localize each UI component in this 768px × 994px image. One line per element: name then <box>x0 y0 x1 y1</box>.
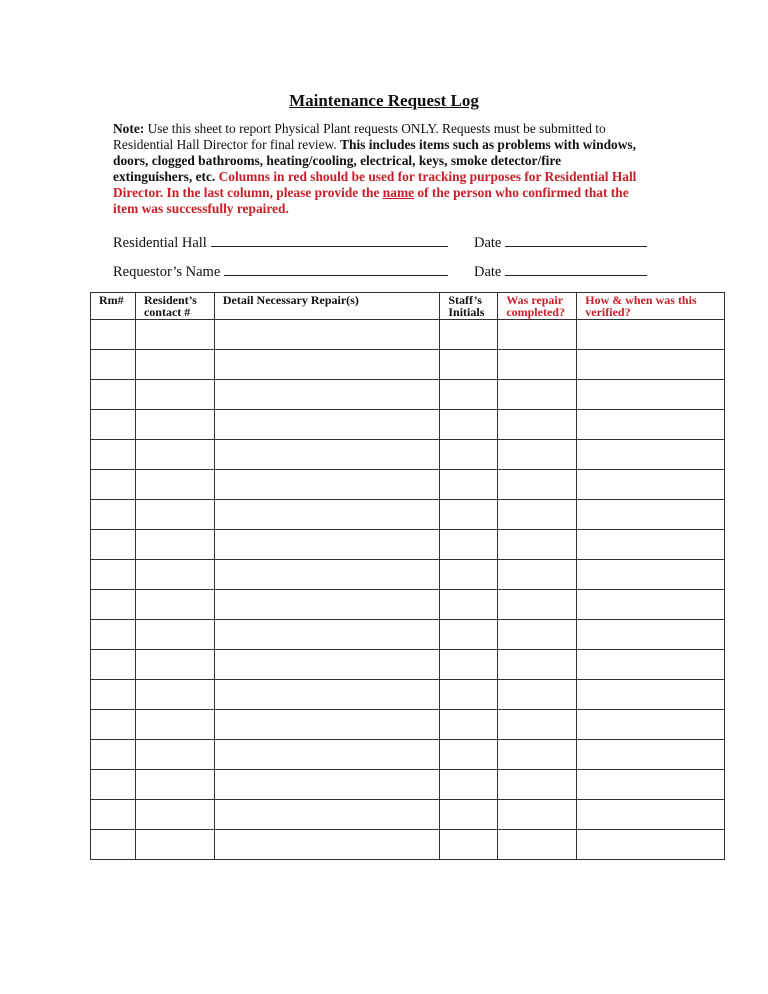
table-row <box>91 710 725 740</box>
note-label: Note: <box>113 121 145 136</box>
table-cell[interactable] <box>214 530 439 560</box>
table-cell[interactable] <box>214 770 439 800</box>
table-cell[interactable] <box>91 350 136 380</box>
header-text: Initials <box>448 305 485 319</box>
note-bold: extinguishers, etc. <box>113 169 219 184</box>
table-cell[interactable] <box>577 470 725 500</box>
table-cell[interactable] <box>91 470 136 500</box>
table-row <box>91 470 725 500</box>
table-cell[interactable] <box>498 830 577 860</box>
table-cell[interactable] <box>440 830 498 860</box>
table-cell[interactable] <box>498 320 577 350</box>
table-cell[interactable] <box>440 410 498 440</box>
table-cell[interactable] <box>577 590 725 620</box>
table-cell[interactable] <box>214 830 439 860</box>
table-row <box>91 320 725 350</box>
table-cell[interactable] <box>214 650 439 680</box>
residential-hall-input[interactable] <box>211 232 448 247</box>
table-cell[interactable] <box>498 500 577 530</box>
table-cell[interactable] <box>91 500 136 530</box>
table-cell[interactable] <box>214 560 439 590</box>
requestor-name-field <box>113 261 448 281</box>
table-cell[interactable] <box>135 560 214 590</box>
table-cell[interactable] <box>135 680 214 710</box>
note-line <box>113 185 636 201</box>
table-cell[interactable] <box>440 440 498 470</box>
table-cell[interactable] <box>440 740 498 770</box>
table-cell[interactable] <box>440 380 498 410</box>
table-cell[interactable] <box>135 350 214 380</box>
table-cell[interactable] <box>135 440 214 470</box>
table-cell[interactable] <box>214 710 439 740</box>
header-text: Detail Necessary Repair(s) <box>222 293 359 307</box>
column-header-repair-detail <box>214 293 439 320</box>
table-cell[interactable] <box>135 800 214 830</box>
header-text: How & when was this <box>585 293 697 307</box>
header-text: Resident’s <box>143 293 197 307</box>
note-red-underlined: name <box>382 185 415 200</box>
table-cell[interactable] <box>577 500 725 530</box>
table-cell[interactable] <box>498 800 577 830</box>
date-field-2 <box>474 261 647 281</box>
table-cell[interactable] <box>135 590 214 620</box>
page-title <box>0 91 768 111</box>
column-header-verified <box>577 293 725 320</box>
table-cell[interactable] <box>498 470 577 500</box>
note-text: Use this sheet to report Physical Plant requests ONLY. Requests must be submitted to <box>144 121 606 136</box>
table-cell[interactable] <box>91 710 136 740</box>
residential-hall-label: Residential Hall <box>113 235 207 251</box>
table-cell[interactable] <box>214 380 439 410</box>
table-cell[interactable] <box>498 350 577 380</box>
title-text: Maintenance Request Log <box>289 91 479 110</box>
table-cell[interactable] <box>498 680 577 710</box>
requestor-name-label: Requestor’s Name <box>113 264 221 280</box>
table-row <box>91 740 725 770</box>
table-cell[interactable] <box>577 410 725 440</box>
table-cell[interactable] <box>577 440 725 470</box>
table-cell[interactable] <box>577 530 725 560</box>
table-cell[interactable] <box>577 350 725 380</box>
table-cell[interactable] <box>91 560 136 590</box>
column-header-staff-initials <box>440 293 498 320</box>
table-cell[interactable] <box>577 620 725 650</box>
table-cell[interactable] <box>135 830 214 860</box>
table-cell[interactable] <box>440 470 498 500</box>
table-cell[interactable] <box>498 440 577 470</box>
table-cell[interactable] <box>91 830 136 860</box>
requestor-name-input[interactable] <box>224 261 448 276</box>
table-cell[interactable] <box>91 380 136 410</box>
column-header-contact <box>135 293 214 320</box>
table-cell[interactable] <box>214 440 439 470</box>
note-red: Columns in red should be used for tracking purposes for Residential Hall <box>218 169 637 184</box>
table-row <box>91 350 725 380</box>
table-cell[interactable] <box>214 320 439 350</box>
table-cell[interactable] <box>498 770 577 800</box>
table-cell[interactable] <box>214 350 439 380</box>
header-text: Rm# <box>99 293 124 307</box>
table-cell[interactable] <box>577 830 725 860</box>
header-text: Was repair <box>506 293 564 307</box>
table-cell[interactable] <box>440 680 498 710</box>
table-cell[interactable] <box>135 620 214 650</box>
table-row <box>91 500 725 530</box>
table-cell[interactable] <box>91 410 136 440</box>
date-label: Date <box>474 264 502 280</box>
table-cell[interactable] <box>214 470 439 500</box>
table-cell[interactable] <box>91 590 136 620</box>
table-cell[interactable] <box>214 740 439 770</box>
table-cell[interactable] <box>440 770 498 800</box>
table-cell[interactable] <box>577 710 725 740</box>
table-cell[interactable] <box>440 800 498 830</box>
table-cell[interactable] <box>577 560 725 590</box>
table-cell[interactable] <box>135 650 214 680</box>
date-label: Date <box>474 235 502 251</box>
note-line <box>113 169 636 185</box>
table-cell[interactable] <box>577 650 725 680</box>
table-cell[interactable] <box>135 410 214 440</box>
table-cell[interactable] <box>135 380 214 410</box>
table-cell[interactable] <box>135 500 214 530</box>
table-cell[interactable] <box>577 740 725 770</box>
table-cell[interactable] <box>135 710 214 740</box>
table-cell[interactable] <box>440 590 498 620</box>
table-cell[interactable] <box>135 530 214 560</box>
header-text: Staff’s <box>448 293 482 307</box>
table-cell[interactable] <box>577 770 725 800</box>
note-red: of the person who confirmed that the <box>414 185 629 200</box>
note-text: Residential Hall Director for final review. <box>113 137 341 152</box>
table-cell[interactable] <box>440 620 498 650</box>
table-cell[interactable] <box>135 740 214 770</box>
table-cell[interactable] <box>91 740 136 770</box>
table-cell[interactable] <box>135 470 214 500</box>
header-text: contact # <box>143 305 191 319</box>
table-cell[interactable] <box>498 620 577 650</box>
table-row <box>91 800 725 830</box>
table-cell[interactable] <box>498 380 577 410</box>
table-cell[interactable] <box>91 530 136 560</box>
table-cell[interactable] <box>91 800 136 830</box>
table-cell[interactable] <box>498 530 577 560</box>
date-field-1 <box>474 232 647 252</box>
date-input[interactable] <box>505 232 647 247</box>
table-row <box>91 590 725 620</box>
column-header-repair-completed <box>498 293 577 320</box>
table-cell[interactable] <box>498 740 577 770</box>
table-cell[interactable] <box>440 500 498 530</box>
table-cell[interactable] <box>91 770 136 800</box>
table-cell[interactable] <box>577 800 725 830</box>
note-paragraph <box>113 121 636 217</box>
table-row <box>91 620 725 650</box>
table-cell[interactable] <box>498 710 577 740</box>
table-row <box>91 650 725 680</box>
table-cell[interactable] <box>214 680 439 710</box>
table-row <box>91 770 725 800</box>
note-red: Director. In the last column, please provide the <box>113 185 383 200</box>
table-cell[interactable] <box>440 710 498 740</box>
table-row <box>91 830 725 860</box>
table-cell[interactable] <box>135 320 214 350</box>
note-line <box>113 121 636 137</box>
table-cell[interactable] <box>91 440 136 470</box>
table-cell[interactable] <box>91 320 136 350</box>
residential-hall-field <box>113 232 448 252</box>
header-text: verified? <box>585 305 631 319</box>
table-cell[interactable] <box>214 590 439 620</box>
table-row <box>91 530 725 560</box>
table-cell[interactable] <box>577 320 725 350</box>
table-cell[interactable] <box>440 530 498 560</box>
table-cell[interactable] <box>577 680 725 710</box>
table-cell[interactable] <box>440 650 498 680</box>
date-input[interactable] <box>505 261 647 276</box>
table-row <box>91 380 725 410</box>
table-body <box>91 320 725 860</box>
table-cell[interactable] <box>214 620 439 650</box>
table-row <box>91 440 725 470</box>
note-line <box>113 153 636 169</box>
table-cell[interactable] <box>498 410 577 440</box>
note-red: item was successfully repaired. <box>113 201 289 216</box>
table-cell[interactable] <box>91 680 136 710</box>
request-log-table <box>90 292 725 860</box>
table-cell[interactable] <box>498 590 577 620</box>
table-cell[interactable] <box>214 800 439 830</box>
note-bold: This includes items such as problems with windows, <box>340 137 636 152</box>
column-header-room <box>91 293 136 320</box>
table-cell[interactable] <box>91 650 136 680</box>
table-cell[interactable] <box>440 560 498 590</box>
table-cell[interactable] <box>498 560 577 590</box>
table-row <box>91 560 725 590</box>
header-text: completed? <box>506 305 565 319</box>
table-cell[interactable] <box>214 410 439 440</box>
table-cell[interactable] <box>440 350 498 380</box>
table-row <box>91 410 725 440</box>
note-bold: doors, clogged bathrooms, heating/cooling, electrical, keys, smoke detector/fire <box>113 153 562 168</box>
table-cell[interactable] <box>577 380 725 410</box>
table-header-row <box>91 293 725 320</box>
table-row <box>91 680 725 710</box>
note-line <box>113 137 636 153</box>
table-cell[interactable] <box>498 650 577 680</box>
table-cell[interactable] <box>440 320 498 350</box>
note-line <box>113 201 636 217</box>
table-cell[interactable] <box>91 620 136 650</box>
table-cell[interactable] <box>135 770 214 800</box>
table-cell[interactable] <box>214 500 439 530</box>
